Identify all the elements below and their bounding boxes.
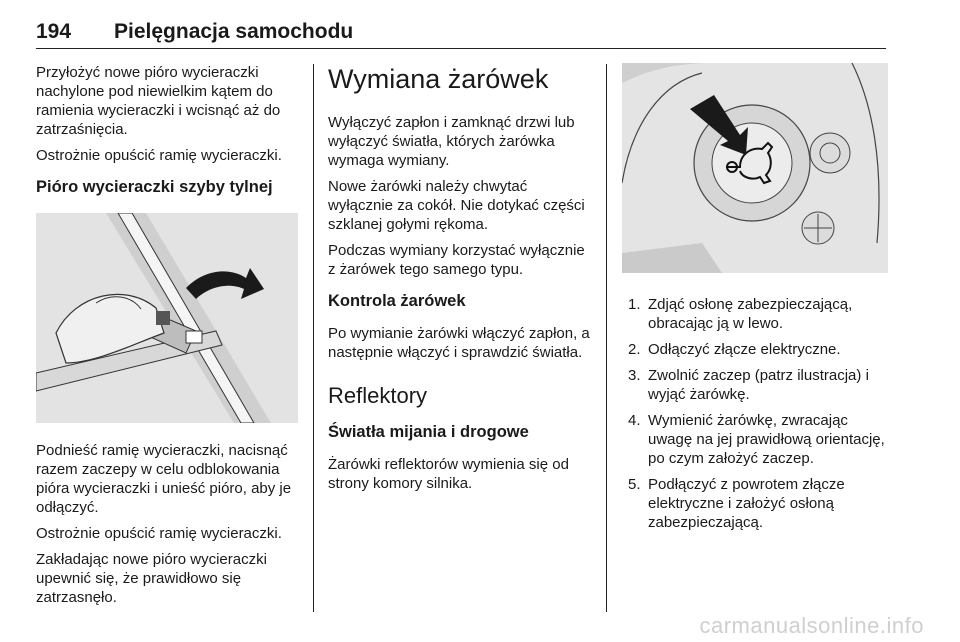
- bulb-type-text: Podczas wymiany korzystać wyłącznie z żarówek tego samego typu.: [328, 242, 585, 278]
- column-1: [36, 63, 302, 614]
- page-header: [36, 20, 886, 50]
- bulb-replacement-heading: Wymiana żarówek: [328, 64, 549, 94]
- bulb-intro-text: Wyłączyć zapłon i zamknąć drzwi lub wyłączyć światła, których żarówka wymaga wymiany.: [328, 114, 575, 169]
- list-item: 1. Zdjąć osłonę zabezpieczającą, obracając ją w lewo.: [628, 296, 853, 332]
- rear-wiper-illustration: [36, 213, 298, 423]
- column-2: [328, 63, 590, 500]
- bulb-steps-list: [622, 295, 890, 532]
- rear-wiper-heading: Pióro wycieraczki szyby tylnej: [36, 178, 273, 196]
- headlights-heading: Reflektory: [328, 383, 428, 408]
- low-high-beam-heading: Światła mijania i drogowe: [328, 423, 529, 441]
- list-item: 5. Podłączyć z powrotem złącze elektryczne i założyć osłoną zabezpieczającą.: [628, 476, 845, 531]
- low-high-beam-text: Żarówki reflektorów wymienia się od strony komory silnika.: [328, 456, 569, 492]
- bulb-handling-text: Nowe żarówki należy chwytać wyłącznie za cokół. Nie dotykać części szklanej gołymi rękoma.: [328, 178, 585, 233]
- column-divider-1: [313, 64, 314, 612]
- list-item: 4. Wymienić żarówkę, zwracając uwagę na jej prawidłową orientację, po czym założyć zaczep.: [628, 412, 885, 467]
- list-item: 3. Zwolnić zaczep (patrz ilustracja) i wyjąć żarówkę.: [628, 367, 869, 403]
- rear-wiper-lower-text: Ostrożnie opuścić ramię wycieraczki.: [36, 525, 282, 542]
- header-divider: [36, 48, 886, 49]
- headlight-illustration: [622, 63, 888, 273]
- rear-wiper-remove-text: Podnieść ramię wycieraczki, nacisnąć razem zaczepy w celu odblokowania pióra wycieraczki i unieść pióro, aby je odłączyć.: [36, 442, 292, 516]
- column-3: [622, 63, 890, 539]
- page-number: 194: [36, 20, 72, 43]
- watermark: carmanualsonline.info: [699, 613, 924, 638]
- bulb-check-heading: Kontrola żarówek: [328, 292, 466, 310]
- wiper-lower-text: Ostrożnie opuścić ramię wycieraczki.: [36, 147, 282, 164]
- page-title: Pielęgnacja samochodu: [114, 20, 354, 43]
- list-item: 2. Odłączyć złącze elektryczne.: [628, 341, 841, 358]
- bulb-check-text: Po wymianie żarówki włączyć zapłon, a następnie włączyć i sprawdzić światła.: [328, 325, 590, 361]
- wiper-install-text: Przyłożyć nowe pióro wycieraczki nachylone pod niewielkim kątem do ramienia wycieraczki i wcisnąć aż do zatrzaśnięcia.: [36, 64, 281, 138]
- column-divider-2: [606, 64, 607, 612]
- rear-wiper-fit-text: Zakładając nowe pióro wycieraczki upewnić się, że prawidłowo się zatrzasnęło.: [36, 551, 267, 606]
